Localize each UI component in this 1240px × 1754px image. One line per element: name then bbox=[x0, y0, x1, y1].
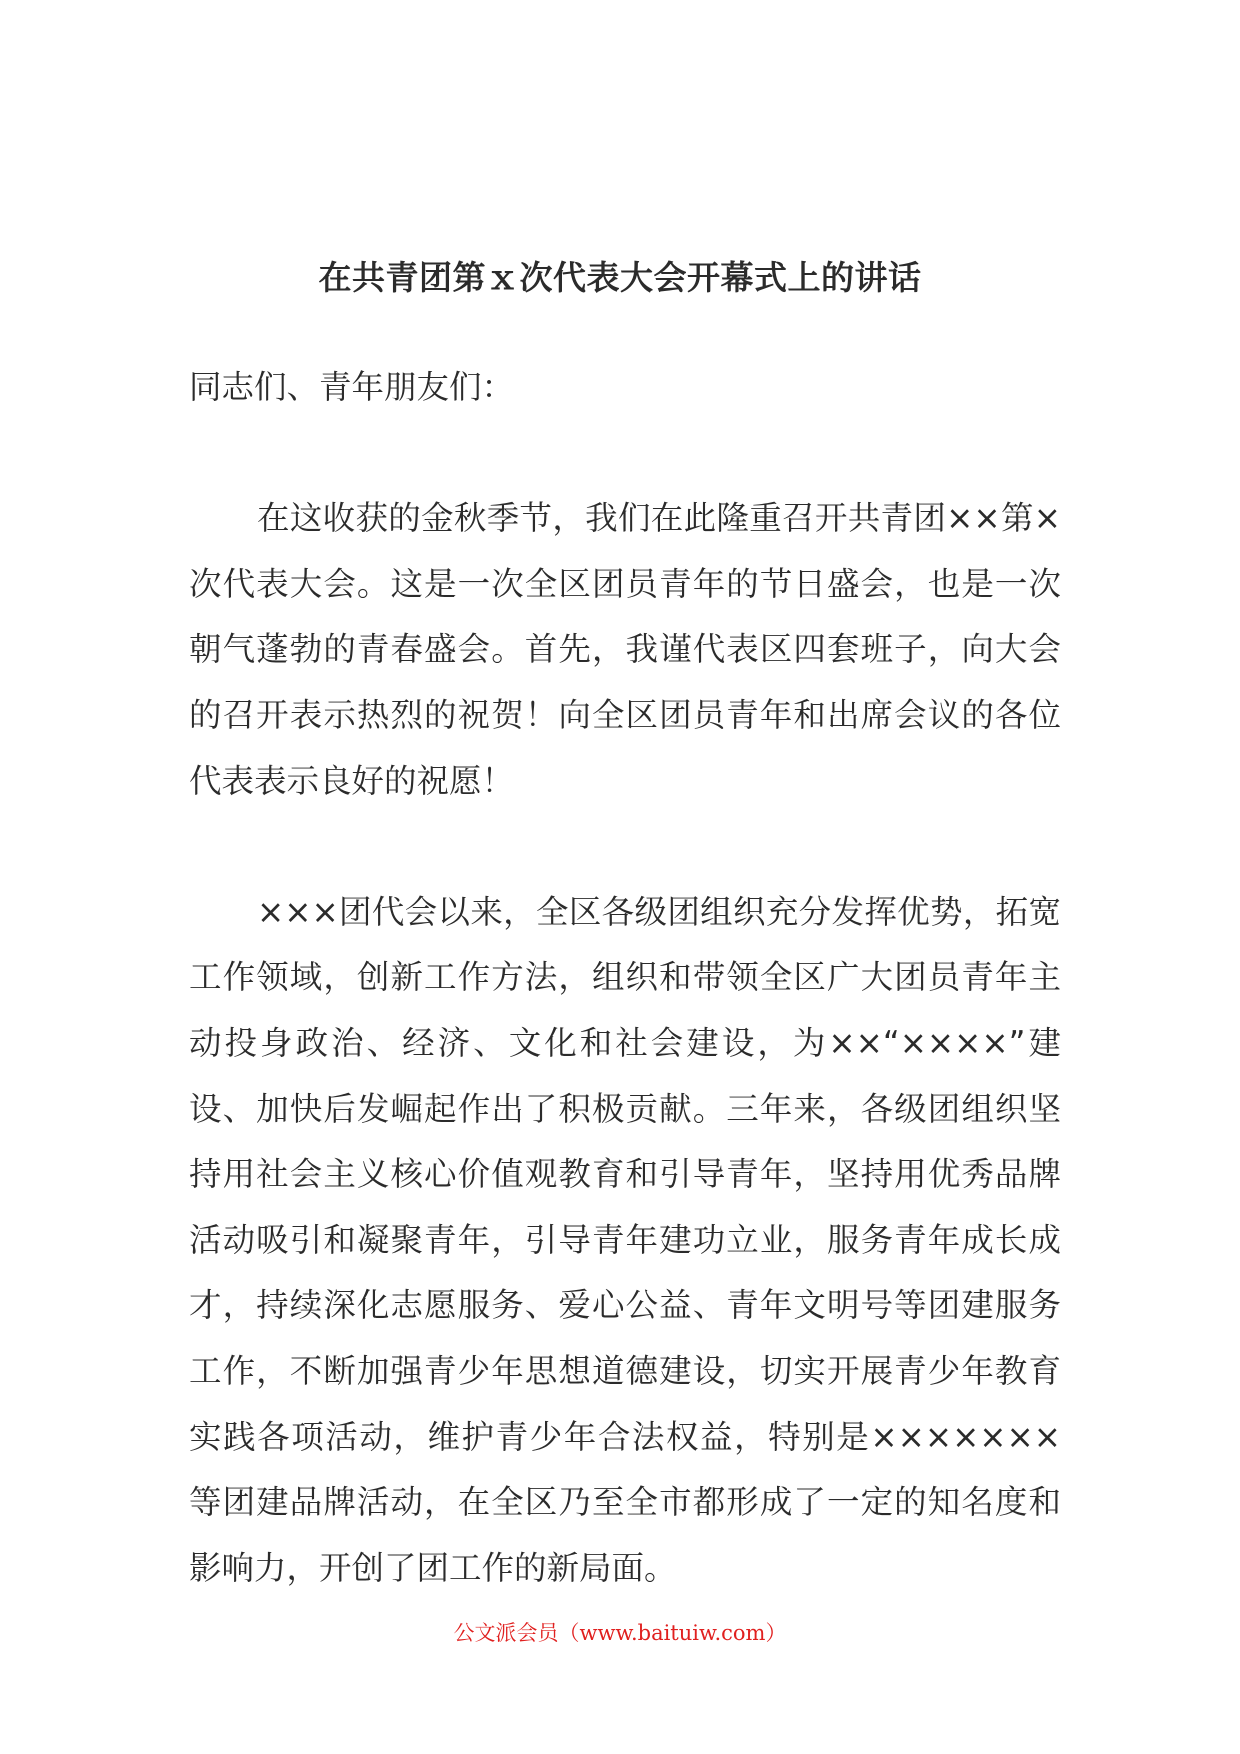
salutation: 同志们、青年朋友们： bbox=[189, 368, 515, 406]
footer-watermark: 公文派会员（www.baituiw.com） bbox=[453, 1621, 787, 1645]
document-title: 在共青团第ｘ次代表大会开幕式上的讲话 bbox=[318, 258, 922, 297]
paragraph-2: ×××团代会以来，全区各级团组织充分发挥优势，拓宽工作领域，创新工作方法，组织和带领全区广大团员青年主动投身政治、经济、文化和社会建设，为××“××××”建设、加快后发崛起作出了积极贡献。三年来，各级团组织坚持用社会主义核心价值观教育和引导青年，坚持用优秀品牌活动吸引和凝聚青年，引导青年建功立业，服务青年成长成才，持续深化志愿服务、爱心公益、青年文明号等团建服务工作，不断加强青少年思想道德建设，切实开展青少年教育实践各项活动，维护青少年合法权益，特别是×××××××等团建品牌活动，在全区乃至全市都形成了一定的知名度和影响力，开创了团工作的新局面。 bbox=[189, 892, 1061, 1587]
paragraph-1: 在这收获的金秋季节，我们在此隆重召开共青团××第×次代表大会。这是一次全区团员青年的节日盛会，也是一次朝气蓬勃的青春盛会。首先，我谨代表区四套班子，向大会的召开表示热烈的祝贺！向全区团员青年和出席会议的各位代表表示良好的祝愿！ bbox=[189, 499, 1061, 800]
document-body bbox=[189, 355, 1061, 1667]
